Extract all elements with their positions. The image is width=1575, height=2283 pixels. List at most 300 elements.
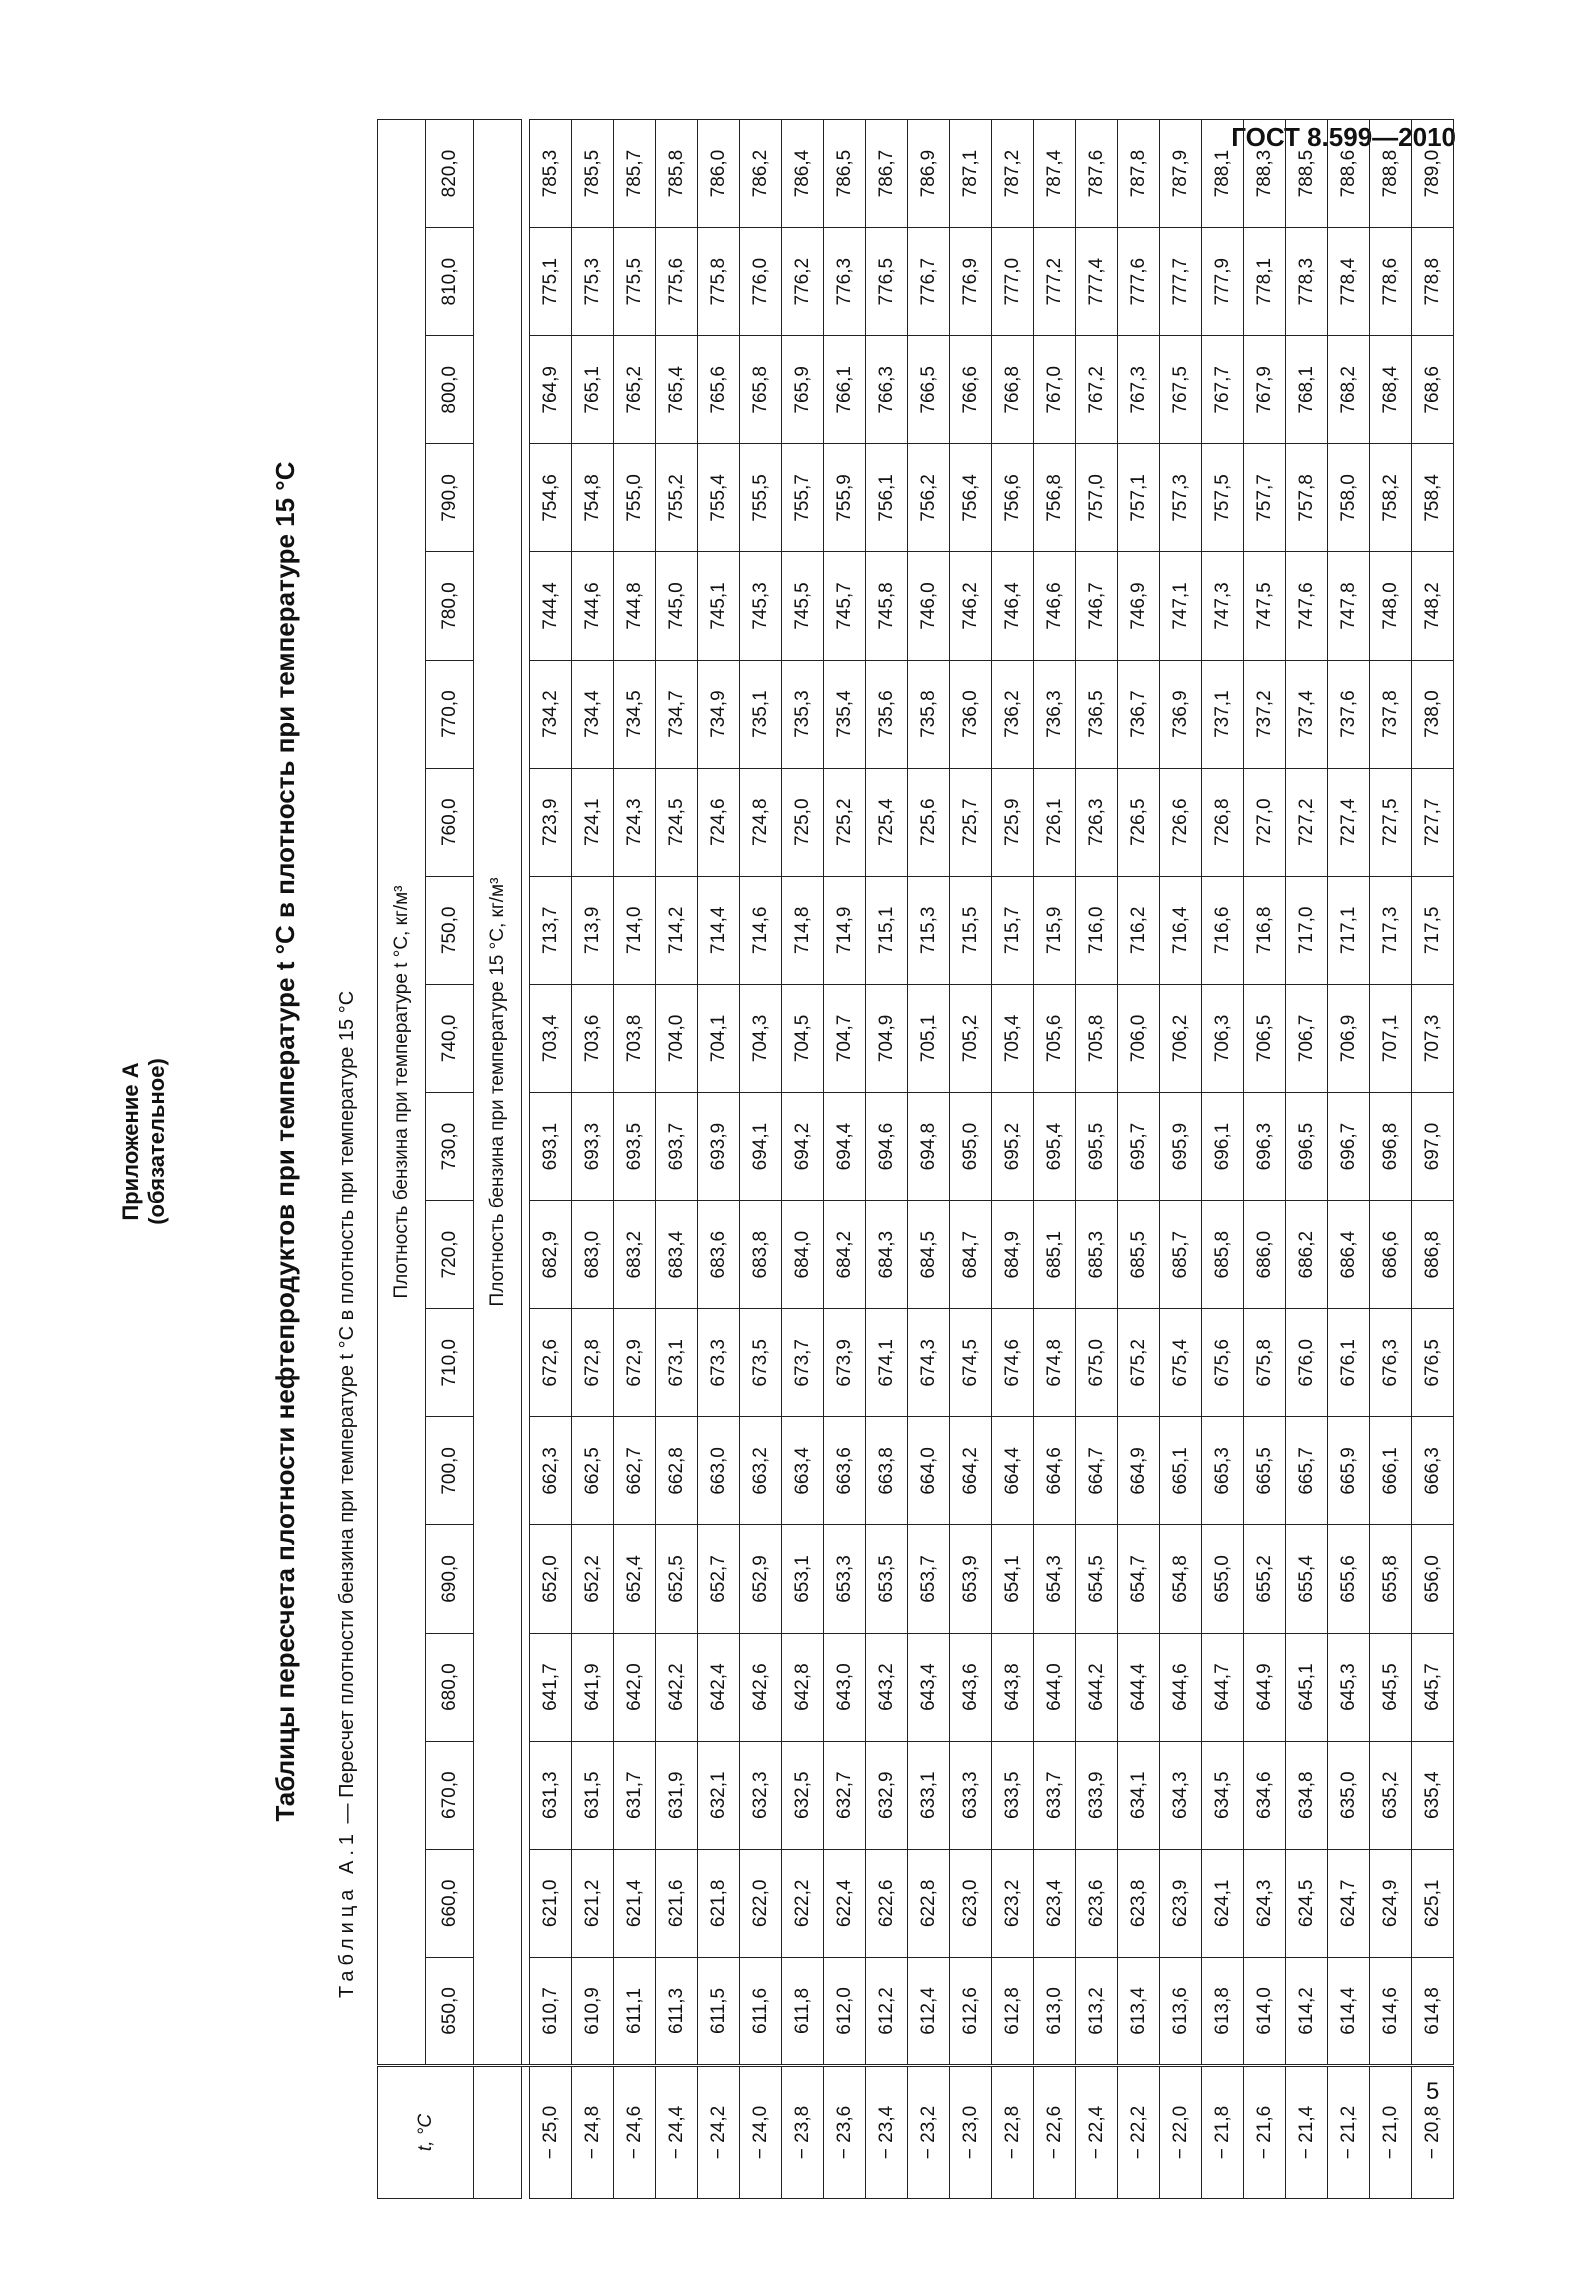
density-cell: 767,5 [1160,336,1202,444]
density-cell: 674,5 [950,1309,992,1417]
main-title: Таблицы пересчета плотности нефтепродуктов при температуре t °С в плотность при температуре 15 °С [270,461,300,1822]
density-cell: 654,3 [1034,1525,1076,1633]
density-cell: 631,9 [656,1741,698,1849]
density-cell: 643,6 [950,1633,992,1741]
table-row [1328,120,1370,2199]
density-cell: 614,8 [1412,1957,1454,2065]
density-cell: 777,0 [992,228,1034,336]
density-cell: 622,6 [866,1849,908,1957]
density-cell: 644,6 [1160,1633,1202,1741]
density-cell: 686,4 [1328,1201,1370,1309]
temperature-cell: − 24,0 [740,2066,782,2199]
density-cell: 634,3 [1160,1741,1202,1849]
density-cell: 655,8 [1370,1525,1412,1633]
density-cell: 684,2 [824,1201,866,1309]
density-cell: 673,3 [698,1309,740,1417]
density-cell: 736,9 [1160,660,1202,768]
density-cell: 787,4 [1034,120,1076,228]
density-cell: 767,0 [1034,336,1076,444]
table-row [950,120,992,2199]
density-cell: 765,9 [782,336,824,444]
density-cell: 673,9 [824,1309,866,1417]
density-cell: 785,5 [572,120,614,228]
density-cell: 613,8 [1202,1957,1244,2065]
density-cell: 744,6 [572,552,614,660]
density-cell: 735,1 [740,660,782,768]
density-cell: 683,4 [656,1201,698,1309]
density-cell: 665,7 [1286,1417,1328,1525]
density-cell: 685,7 [1160,1201,1202,1309]
appendix-heading [118,0,170,2283]
density-cell: 645,3 [1328,1633,1370,1741]
temperature-cell: − 21,8 [1202,2066,1244,2199]
density-cell: 614,0 [1244,1957,1286,2065]
density-cell: 642,8 [782,1633,824,1741]
density-cell: 786,9 [908,120,950,228]
column-header: 670,0 [426,1741,474,1849]
density-cell: 706,0 [1118,984,1160,1092]
density-cell: 643,2 [866,1633,908,1741]
density-cell: 757,1 [1118,444,1160,552]
density-cell: 653,7 [908,1525,950,1633]
density-cell: 633,9 [1076,1741,1118,1849]
density-cell: 737,2 [1244,660,1286,768]
temperature-cell: − 23,8 [782,2066,824,2199]
density-cell: 697,0 [1412,1093,1454,1201]
density-cell: 785,3 [530,120,572,228]
density-cell: 644,0 [1034,1633,1076,1741]
column-header: 650,0 [426,1957,474,2065]
table-row [530,120,572,2199]
density-cell: 726,6 [1160,768,1202,876]
density-cell: 755,2 [656,444,698,552]
density-cell: 664,9 [1118,1417,1160,1525]
density-cell: 756,2 [908,444,950,552]
density-cell: 695,7 [1118,1093,1160,1201]
density-cell: 778,1 [1244,228,1286,336]
density-cell: 723,9 [530,768,572,876]
density-cell: 777,6 [1118,228,1160,336]
density-cell: 625,1 [1412,1849,1454,1957]
density-table [377,119,1454,2199]
density-cell: 674,3 [908,1309,950,1417]
density-cell: 653,9 [950,1525,992,1633]
density-cell: 745,7 [824,552,866,660]
density-cell: 621,8 [698,1849,740,1957]
density-cell: 737,6 [1328,660,1370,768]
density-cell: 683,2 [614,1201,656,1309]
temperature-cell: − 25,0 [530,2066,572,2199]
density-cell: 755,5 [740,444,782,552]
density-cell: 704,9 [866,984,908,1092]
density-cell: 664,4 [992,1417,1034,1525]
density-cell: 683,6 [698,1201,740,1309]
density-cell: 666,1 [1370,1417,1412,1525]
density-cell: 623,0 [950,1849,992,1957]
density-cell: 621,0 [530,1849,572,1957]
density-cell: 754,6 [530,444,572,552]
temperature-cell: − 21,0 [1370,2066,1412,2199]
density-cell: 644,9 [1244,1633,1286,1741]
density-cell: 706,5 [1244,984,1286,1092]
density-cell: 724,5 [656,768,698,876]
density-cell: 724,1 [572,768,614,876]
density-cell: 757,5 [1202,444,1244,552]
density-cell: 765,2 [614,336,656,444]
density-cell: 786,5 [824,120,866,228]
density-cell: 662,3 [530,1417,572,1525]
density-cell: 736,5 [1076,660,1118,768]
density-cell: 633,7 [1034,1741,1076,1849]
density-cell: 725,9 [992,768,1034,876]
density-cell: 643,4 [908,1633,950,1741]
density-cell: 664,0 [908,1417,950,1525]
density-cell: 642,0 [614,1633,656,1741]
density-cell: 631,7 [614,1741,656,1849]
table-row [866,120,908,2199]
density-cell: 724,3 [614,768,656,876]
density-cell: 767,7 [1202,336,1244,444]
density-cell: 622,8 [908,1849,950,1957]
density-cell: 787,1 [950,120,992,228]
density-cell: 696,7 [1328,1093,1370,1201]
density-cell: 737,1 [1202,660,1244,768]
density-cell: 634,6 [1244,1741,1286,1849]
header-row-columns [426,120,474,2199]
density-cell: 716,8 [1244,876,1286,984]
density-cell: 696,3 [1244,1093,1286,1201]
density-cell: 665,9 [1328,1417,1370,1525]
density-cell: 676,5 [1412,1309,1454,1417]
density-cell: 652,0 [530,1525,572,1633]
density-cell: 788,8 [1370,120,1412,228]
density-cell: 632,5 [782,1741,824,1849]
column-header: 660,0 [426,1849,474,1957]
density-cell: 686,0 [1244,1201,1286,1309]
density-cell: 655,6 [1328,1525,1370,1633]
density-cell: 683,0 [572,1201,614,1309]
density-cell: 747,8 [1328,552,1370,660]
density-cell: 612,0 [824,1957,866,2065]
density-cell: 705,6 [1034,984,1076,1092]
density-cell: 755,7 [782,444,824,552]
density-cell: 735,3 [782,660,824,768]
density-cell: 785,7 [614,120,656,228]
column-header: 790,0 [426,444,474,552]
density-cell: 705,8 [1076,984,1118,1092]
density-cell: 787,8 [1118,120,1160,228]
table-row [1244,120,1286,2199]
density-cell: 662,5 [572,1417,614,1525]
density-cell: 611,5 [698,1957,740,2065]
density-cell: 652,7 [698,1525,740,1633]
table-row [656,120,698,2199]
density-cell: 664,6 [1034,1417,1076,1525]
temperature-cell: − 23,4 [866,2066,908,2199]
density-cell: 777,9 [1202,228,1244,336]
density-cell: 612,8 [992,1957,1034,2065]
density-cell: 694,4 [824,1093,866,1201]
column-header: 680,0 [426,1633,474,1741]
table-row [824,120,866,2199]
density-cell: 704,1 [698,984,740,1092]
density-cell: 694,1 [740,1093,782,1201]
density-cell: 757,7 [1244,444,1286,552]
column-header: 750,0 [426,876,474,984]
density-cell: 758,2 [1370,444,1412,552]
density-cell: 736,0 [950,660,992,768]
table-caption [336,991,359,1998]
density-cell: 776,0 [740,228,782,336]
density-cell: 778,8 [1412,228,1454,336]
density-cell: 787,6 [1076,120,1118,228]
density-cell: 686,2 [1286,1201,1328,1309]
density-cell: 642,4 [698,1633,740,1741]
density-cell: 622,0 [740,1849,782,1957]
density-cell: 766,6 [950,336,992,444]
density-cell: 685,1 [1034,1201,1076,1309]
density-cell: 786,0 [698,120,740,228]
table-row [1076,120,1118,2199]
density-cell: 788,5 [1286,120,1328,228]
density-cell: 766,1 [824,336,866,444]
density-cell: 757,3 [1160,444,1202,552]
density-cell: 693,9 [698,1093,740,1201]
density-cell: 707,1 [1370,984,1412,1092]
table-row [1286,120,1328,2199]
table-row [1202,120,1244,2199]
density-cell: 612,2 [866,1957,908,2065]
density-cell: 778,6 [1370,228,1412,336]
density-cell: 634,8 [1286,1741,1328,1849]
temperature-cell: − 23,6 [824,2066,866,2199]
density-cell: 766,3 [866,336,908,444]
column-header: 800,0 [426,336,474,444]
density-cell: 778,3 [1286,228,1328,336]
top-header: Плотность бензина при температуре t °С, кг/м³ [378,120,426,2066]
density-cell: 694,6 [866,1093,908,1201]
density-cell: 655,0 [1202,1525,1244,1633]
density-cell: 656,0 [1412,1525,1454,1633]
density-cell: 714,0 [614,876,656,984]
column-header: 760,0 [426,768,474,876]
density-cell: 676,1 [1328,1309,1370,1417]
density-cell: 764,9 [530,336,572,444]
table-caption-label: Таблица А.1 [336,1829,358,1998]
page-number: 5 [1426,2078,1440,2105]
density-cell: 725,7 [950,768,992,876]
density-cell: 716,6 [1202,876,1244,984]
density-cell: 726,8 [1202,768,1244,876]
column-header: 740,0 [426,984,474,1092]
density-cell: 635,0 [1328,1741,1370,1849]
density-cell: 736,3 [1034,660,1076,768]
density-cell: 631,5 [572,1741,614,1849]
density-cell: 745,5 [782,552,824,660]
density-cell: 675,4 [1160,1309,1202,1417]
density-cell: 653,5 [866,1525,908,1633]
density-cell: 707,3 [1412,984,1454,1092]
temperature-cell: − 22,2 [1118,2066,1160,2199]
table-row [1370,120,1412,2199]
temperature-cell: − 24,2 [698,2066,740,2199]
density-cell: 726,5 [1118,768,1160,876]
column-header: 780,0 [426,552,474,660]
density-cell: 674,8 [1034,1309,1076,1417]
density-cell: 662,7 [614,1417,656,1525]
density-cell: 767,3 [1118,336,1160,444]
density-cell: 705,4 [992,984,1034,1092]
density-cell: 645,5 [1370,1633,1412,1741]
density-cell: 662,8 [656,1417,698,1525]
density-cell: 768,1 [1286,336,1328,444]
density-cell: 746,6 [1034,552,1076,660]
density-cell: 766,5 [908,336,950,444]
density-cell: 714,2 [656,876,698,984]
density-cell: 747,1 [1160,552,1202,660]
density-cell: 775,5 [614,228,656,336]
density-cell: 726,3 [1076,768,1118,876]
density-cell: 714,9 [824,876,866,984]
density-cell: 666,3 [1412,1417,1454,1525]
density-cell: 685,5 [1118,1201,1160,1309]
density-cell: 715,5 [950,876,992,984]
density-cell: 652,2 [572,1525,614,1633]
density-cell: 684,3 [866,1201,908,1309]
density-cell: 695,5 [1076,1093,1118,1201]
density-cell: 686,8 [1412,1201,1454,1309]
density-cell: 735,8 [908,660,950,768]
density-cell: 785,8 [656,120,698,228]
density-cell: 696,8 [1370,1093,1412,1201]
density-cell: 756,1 [866,444,908,552]
density-cell: 737,4 [1286,660,1328,768]
temperature-cell: − 21,4 [1286,2066,1328,2199]
density-cell: 621,6 [656,1849,698,1957]
density-cell: 734,4 [572,660,614,768]
density-cell: 693,1 [530,1093,572,1201]
density-cell: 633,1 [908,1741,950,1849]
column-header: 730,0 [426,1093,474,1201]
density-cell: 624,3 [1244,1849,1286,1957]
density-cell: 768,6 [1412,336,1454,444]
density-cell: 686,6 [1370,1201,1412,1309]
density-cell: 655,2 [1244,1525,1286,1633]
column-header: 720,0 [426,1201,474,1309]
density-cell: 673,1 [656,1309,698,1417]
density-cell: 768,4 [1370,336,1412,444]
density-cell: 706,9 [1328,984,1370,1092]
density-cell: 614,2 [1286,1957,1328,2065]
density-cell: 766,8 [992,336,1034,444]
temperature-cell: − 22,6 [1034,2066,1076,2199]
density-cell: 696,1 [1202,1093,1244,1201]
density-cell: 717,1 [1328,876,1370,984]
density-cell: 704,7 [824,984,866,1092]
gap-cell [522,120,530,2066]
density-cell: 610,7 [530,1957,572,2065]
density-cell: 633,3 [950,1741,992,1849]
density-cell: 715,1 [866,876,908,984]
density-cell: 612,4 [908,1957,950,2065]
density-cell: 642,6 [740,1633,782,1741]
density-cell: 655,4 [1286,1525,1328,1633]
density-cell: 704,3 [740,984,782,1092]
density-cell: 744,4 [530,552,572,660]
density-cell: 727,2 [1286,768,1328,876]
density-cell: 746,7 [1076,552,1118,660]
density-cell: 623,6 [1076,1849,1118,1957]
density-cell: 787,2 [992,120,1034,228]
column-header: 700,0 [426,1417,474,1525]
table-row [992,120,1034,2199]
density-cell: 693,7 [656,1093,698,1201]
table-caption-text: — Пересчет плотности бензина при температуре t °С в плотность при температуре 15 °С [336,990,358,1829]
density-cell: 758,0 [1328,444,1370,552]
density-cell: 706,3 [1202,984,1244,1092]
density-cell: 715,3 [908,876,950,984]
density-cell: 672,9 [614,1309,656,1417]
density-cell: 777,4 [1076,228,1118,336]
density-cell: 613,4 [1118,1957,1160,2065]
density-cell: 675,6 [1202,1309,1244,1417]
density-cell: 747,6 [1286,552,1328,660]
density-cell: 736,2 [992,660,1034,768]
density-cell: 664,7 [1076,1417,1118,1525]
density-cell: 744,8 [614,552,656,660]
density-cell: 738,0 [1412,660,1454,768]
density-cell: 767,9 [1244,336,1286,444]
density-cell: 682,9 [530,1201,572,1309]
temperature-cell: − 23,2 [908,2066,950,2199]
density-cell: 665,1 [1160,1417,1202,1525]
density-cell: 716,2 [1118,876,1160,984]
density-cell: 654,1 [992,1525,1034,1633]
density-cell: 716,4 [1160,876,1202,984]
density-cell: 610,9 [572,1957,614,2065]
density-cell: 622,2 [782,1849,824,1957]
density-cell: 623,2 [992,1849,1034,1957]
density-cell: 725,4 [866,768,908,876]
column-header: 810,0 [426,228,474,336]
density-cell: 788,3 [1244,120,1286,228]
density-cell: 652,4 [614,1525,656,1633]
density-cell: 663,6 [824,1417,866,1525]
density-cell: 623,8 [1118,1849,1160,1957]
density-cell: 714,6 [740,876,782,984]
density-cell: 645,1 [1286,1633,1328,1741]
density-cell: 789,0 [1412,120,1454,228]
density-cell: 727,5 [1370,768,1412,876]
density-cell: 694,2 [782,1093,824,1201]
density-cell: 703,6 [572,984,614,1092]
density-cell: 726,1 [1034,768,1076,876]
temperature-cell: − 22,8 [992,2066,1034,2199]
density-cell: 611,3 [656,1957,698,2065]
density-cell: 714,8 [782,876,824,984]
appendix-title: Приложение А [118,1062,143,1221]
density-cell: 747,5 [1244,552,1286,660]
density-cell: 695,2 [992,1093,1034,1201]
density-cell: 614,4 [1328,1957,1370,2065]
density-cell: 727,0 [1244,768,1286,876]
table-row [1034,120,1076,2199]
column-header: 690,0 [426,1525,474,1633]
density-cell: 765,4 [656,336,698,444]
density-cell: 644,7 [1202,1633,1244,1741]
density-cell: 756,6 [992,444,1034,552]
density-cell: 724,8 [740,768,782,876]
